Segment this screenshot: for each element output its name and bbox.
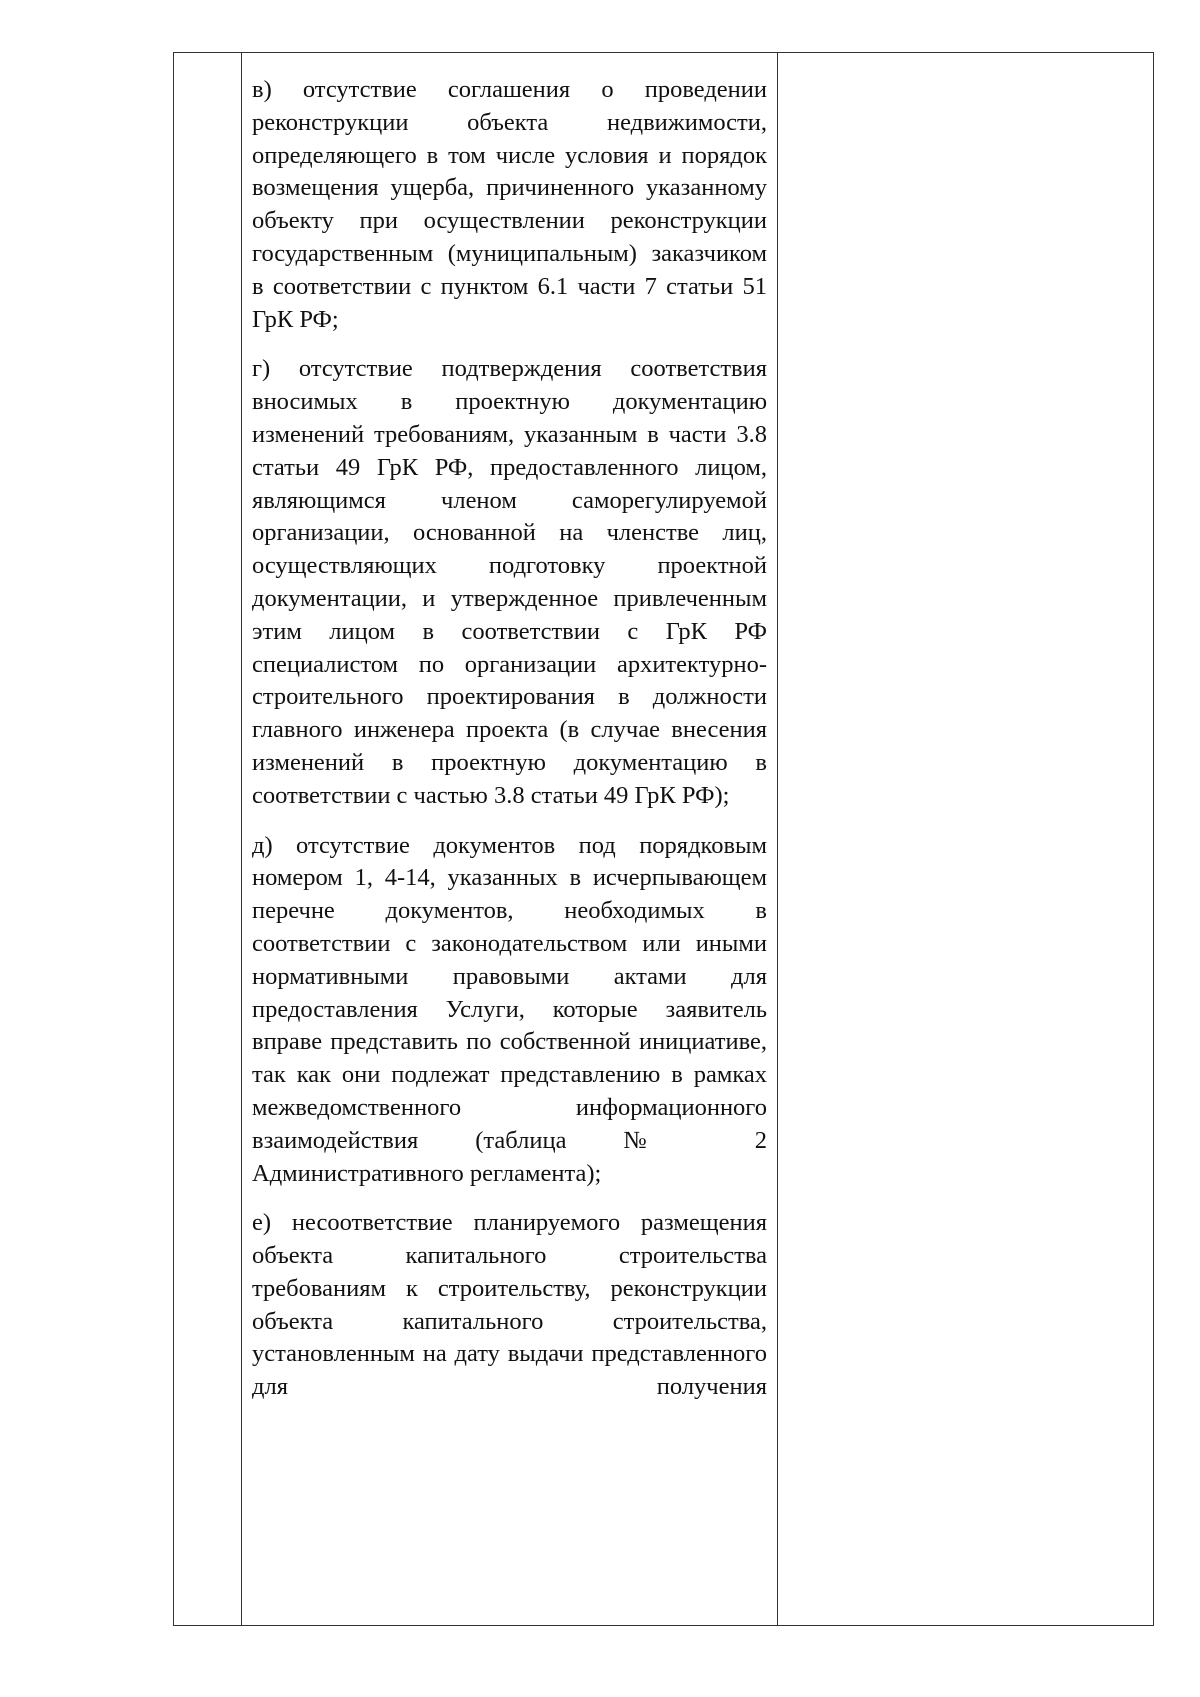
table-cell-number [174, 53, 242, 1625]
paragraph-g: г) отсутствие подтверждения соответствия вносимых в проектную документацию изменений требованиям, указанным в части 3.8 статьи 49 ГрК РФ, предоставленного лицом, являющимся членом саморегулируемой организации, основанной на членстве лиц, осуществляющих подготовку проектной документации, и утвержденное привлеченным этим лицом в соответствии с ГрК РФ специалистом по организации архитектурно-строительного проектирования в должности главного инженера проекта (в случае внесения изменений в проектную документацию в соответствии с частью 3.8 статьи 49 ГрК РФ); [252, 355, 767, 809]
paragraph-d: д) отсутствие документов под порядковым номером 1, 4-14, указанных в исчерпывающем перечне документов, необходимых в соответствии с законодательством или иными нормативными правовыми актами для предоставления Услуги, которые заявитель вправе представить по собственной инициативе, так как они подлежат представлению в рамках межведомственного информационного взаимодействия (таблица № 2 Административного регламента); [252, 831, 767, 1187]
table-cell-right [778, 53, 1153, 1625]
paragraph-e: е) несоответствие планируемого размещения объекта капитального строительства требованиям к строительству, реконструкции объекта капитального строительства, установленным на дату выдачи представленного для получения [252, 1209, 767, 1401]
document-table [173, 52, 1154, 1626]
paragraph-v: в) отсутствие соглашения о проведении реконструкции объекта недвижимости, определяющего в том числе условия и порядок возмещения ущерба, причиненного указанному объекту при осуществлении реконструкции государственным (муниципальным) заказчиком в соответствии с пунктом 6.1 части 7 статьи 51 ГрК РФ; [252, 76, 767, 333]
table-cell-text [242, 53, 778, 1625]
